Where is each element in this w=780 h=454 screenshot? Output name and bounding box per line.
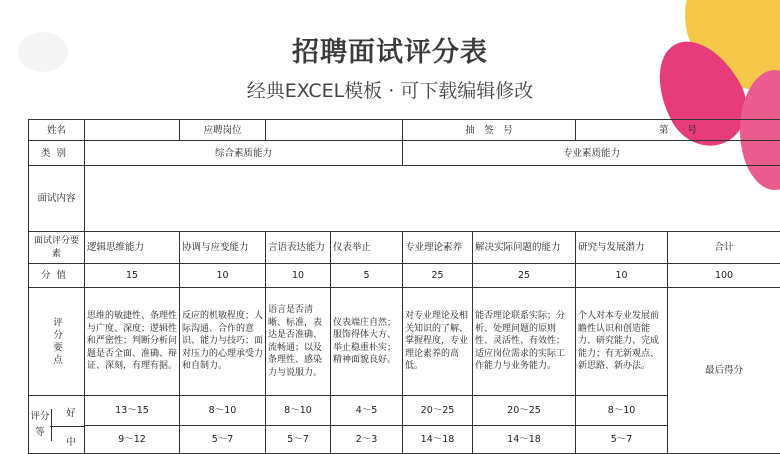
name-label: 姓名 (29, 120, 85, 141)
criterion-mid-1: 9～12 (85, 426, 180, 454)
final-score-label: 最后得分 (668, 288, 780, 454)
seq-field[interactable]: 第 号 (576, 120, 780, 141)
criterion-good-6: 20～25 (473, 396, 576, 426)
grade-good-label: 好 (58, 397, 84, 427)
criterion-name-6: 解决实际问题的能力 (473, 232, 576, 264)
criteria-row (29, 232, 780, 264)
criterion-points-1: 思维的敏捷性、条理性与广度、深度；逻辑性和严密性；判断分析问题是否全面、准确、辩证、深刻，有理有据。 (85, 288, 180, 396)
criterion-mid-3: 5～7 (266, 426, 331, 454)
header-row (29, 120, 780, 141)
criterion-mid-4: 2～3 (331, 426, 403, 454)
page-title: 招聘面试评分表 (0, 30, 780, 69)
total-score: 100 (668, 264, 780, 288)
criterion-score-3: 10 (266, 264, 331, 288)
criterion-mid-7: 5～7 (576, 426, 668, 454)
criterion-good-5: 20～25 (403, 396, 473, 426)
general-ability-label: 综合素质能力 (85, 141, 403, 166)
position-label: 应聘岗位 (180, 120, 266, 141)
criterion-mid-6: 14～18 (473, 426, 576, 454)
category-row (29, 141, 780, 166)
grade-mid-label: 中 (58, 428, 84, 454)
criterion-good-7: 8～10 (576, 396, 668, 426)
criterion-good-3: 8～10 (266, 396, 331, 426)
draw-label: 抽 签 号 (403, 120, 576, 141)
page-subtitle: 经典EXCEL模板 · 可下载编辑修改 (0, 76, 780, 103)
criterion-points-3: 语言是否清晰、标准，表达是否准确、流畅通；以及条理性、感染力与说服力。 (266, 288, 331, 396)
criterion-name-5: 专业理论素养 (403, 232, 473, 264)
elements-label: 面试评分要素 (29, 232, 85, 264)
content-field[interactable] (85, 166, 780, 232)
criterion-points-7: 个人对本专业发展前瞻性认识和创造能力、研究能力、完成能力；有无新观点、新思路、新办法。 (576, 288, 668, 396)
professional-ability-label: 专业素质能力 (403, 141, 780, 166)
total-label: 合计 (668, 232, 780, 264)
name-field[interactable] (85, 120, 180, 141)
points-row (29, 288, 780, 396)
criterion-points-5: 对专业理论及相关知识的了解、掌握程度，专业理论素养的高低。 (403, 288, 473, 396)
criterion-score-5: 25 (403, 264, 473, 288)
criterion-score-7: 10 (576, 264, 668, 288)
criterion-good-1: 13～15 (85, 396, 180, 426)
criterion-mid-2: 5～7 (180, 426, 266, 454)
criterion-points-6: 能否理论联系实际；分析、处理问题的原则性、灵活性、有效性；适应岗位需求的实际工作能力与业务能力。 (473, 288, 576, 396)
criterion-points-2: 反应的机敏程度；人际沟通、合作的意识、能力与技巧；面对压力的心理承受力和自制力。 (180, 288, 266, 396)
score-table (28, 119, 780, 454)
criterion-mid-5: 14～18 (403, 426, 473, 454)
criterion-score-4: 5 (331, 264, 403, 288)
grade-label: 评分等 (29, 409, 51, 441)
criterion-name-3: 言语表达能力 (266, 232, 331, 264)
criterion-name-7: 研究与发展潜力 (576, 232, 668, 264)
criterion-score-2: 10 (180, 264, 266, 288)
grade-good-row (29, 396, 780, 426)
criterion-points-4: 仪表端庄自然；服饰得体大方、举止稳重朴实；精神面貌良好。 (331, 288, 403, 396)
criterion-name-1: 逻辑思维能力 (85, 232, 180, 264)
content-label: 面试内容 (29, 166, 85, 232)
grade-divider (50, 426, 84, 427)
position-field[interactable] (266, 120, 403, 141)
score-row (29, 264, 780, 288)
points-label: 评分要点 (50, 317, 63, 367)
points-label-cell (29, 288, 85, 396)
criterion-good-2: 8～10 (180, 396, 266, 426)
content-row (29, 166, 780, 232)
criterion-score-6: 25 (473, 264, 576, 288)
criterion-score-1: 15 (85, 264, 180, 288)
category-label: 类别 (29, 141, 85, 166)
criterion-name-4: 仪表举止 (331, 232, 403, 264)
criterion-good-4: 4～5 (331, 396, 403, 426)
score-label: 分值 (29, 264, 85, 288)
criterion-name-2: 协调与应变能力 (180, 232, 266, 264)
